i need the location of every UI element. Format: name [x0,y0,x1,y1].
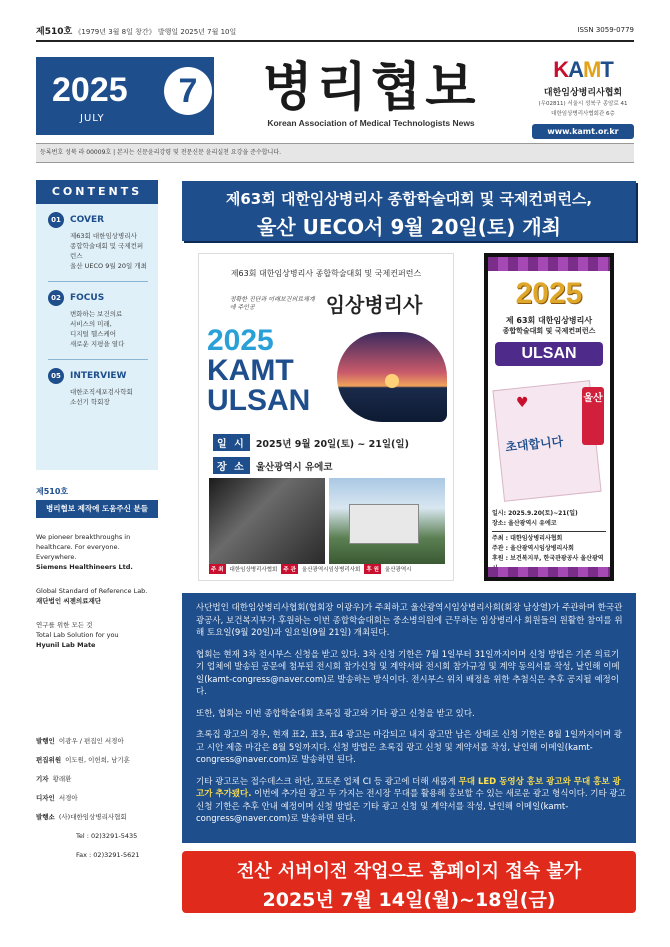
toc-item-interview[interactable] [48,368,148,407]
staff-value: 서경아 [58,794,78,802]
masthead [248,58,494,128]
article-text: 기타 광고로는 접수데스크 하단, 포토존 업체 CI 등 광고에 더해 새롭게 [196,776,459,787]
microscope-photo [209,478,325,564]
toc-item-focus[interactable] [48,290,148,349]
conference-poster [198,253,454,581]
heart-icon: ♥ [516,395,529,411]
registration-bar: 등록번호 성북 라 00009호 | 본지는 신문윤리강령 및 전문신문 윤리실천 요강을 준수합니다. [36,143,634,163]
article-paragraph [196,776,626,826]
invitation-title-2: 종합학술대회 및 국제컨퍼런스 [502,327,596,335]
invitation-inner [488,257,610,577]
notice-line-1: 전산 서버이전 작업으로 홈페이지 접속 불가 [236,861,582,882]
invitation-text: 초대합니다 [504,434,564,455]
place-tag: 장 소 [213,457,250,474]
headline-line-1: 제63회 대한임상병리사 종합학술대회 및 국제컨퍼런스, [225,190,593,208]
bottom-ribbon [488,567,610,577]
issue-line [36,22,634,38]
invitation-place: 장소: 울산광역시 유에코 [492,520,557,527]
sponsor-tag: 주 최 [209,564,226,574]
date-tag: 일 시 [213,434,250,451]
toc-line: 대한조직세포검사학회 [70,388,133,396]
poster-year: 2025 [207,324,274,357]
invitation-title-1: 제 63회 대한임상병리사 [505,316,593,325]
staff-row [36,736,158,746]
staff-credits [36,736,158,869]
building-shape [349,504,419,544]
sponsor-text: 울산광역시임상병리사회 [301,567,361,573]
staff-fax: Fax : 02)3291-5621 [76,851,140,859]
kamt-logo: KAMT [553,57,613,82]
invitation-ulsan: ULSAN [495,342,603,366]
place-value: 울산광역시 유에코 [255,461,333,473]
sponsor-text: 대한임상병리사협회 [229,567,278,573]
headline-line-2: 울산 UECO서 9월 20일(토) 개최 [256,215,562,239]
masthead-subtitle: Korean Association of Medical Technologists News [267,118,475,128]
toc-divider [48,281,148,282]
sponsor-line: We pioneer breakthroughs in [36,533,131,541]
sponsor-hyunil [36,620,158,650]
toc-number: 02 [48,290,64,306]
masthead-title: 병리협보 [262,58,480,118]
toc-line: 제63회 대한임상병리사 [70,232,137,240]
issn: ISSN 3059-0779 [577,26,634,34]
poster-sponsors [209,564,445,574]
toc-line: 서비스의 미래, [70,320,112,328]
contents-heading: CONTENTS [36,180,158,204]
issue-month: 7 [164,67,212,115]
contents-list [36,204,158,470]
poster-info [213,434,443,480]
toc-divider [48,359,148,360]
sponsor-siemens [36,532,158,572]
staff-row [36,812,158,822]
poster-place-line [213,457,443,474]
staff-label: 디자인 [36,794,55,802]
maintenance-notice [182,851,636,913]
staff-label: 발행인 [36,737,55,745]
date-value: 2025년 9월 20일(토) ~ 21일(일) [255,438,409,450]
ulsan-red-tag: 울산 [582,387,604,445]
issue-info [36,24,236,37]
sponsor-line: healthcare. For everyone. Everywhere. [36,543,120,561]
issue-meta: 《1979년 3월 8일 창간》 발행일 2025년 7월 10일 [74,27,237,36]
staff-value: 이광우 / 편집인 서경아 [58,737,124,745]
toc-item-cover[interactable] [48,212,148,271]
staff-tel: Tel : 02)3291-5435 [76,832,138,840]
sponsor-ribbon: 병리협보 제작에 도움주신 분들 [36,500,158,518]
sponsor-text: 울산광역시 [384,567,412,573]
staff-value: 이도원, 이헌희, 남기훈 [65,756,130,764]
sponsor-line: Total Lab Solution for you [36,631,119,639]
staff-row [36,774,158,784]
sidebar-issue: 제510호 [36,487,69,496]
toc-title: INTERVIEW [70,371,127,381]
sponsor-seegene [36,586,158,606]
staff-value: 황래환 [52,775,72,783]
publisher-block [532,57,634,139]
sponsor-name: Hyunil Lab Mate [36,641,96,649]
toc-number: 01 [48,212,64,228]
sponsor-line: 연구를 위한 모든 것 [36,621,93,629]
staff-label: 기자 [36,775,49,783]
toc-line: 종합학술대회 및 국제컨퍼런스 [70,242,144,260]
date-box [36,57,214,135]
issue-month-word: JULY [80,113,105,124]
sun-icon [385,374,399,388]
sponsor-tag: 후 원 [364,564,381,574]
publisher-name: 대한임상병리사협회 [543,88,623,98]
issue-year: 2025 [52,71,128,109]
staff-value: (사)대한임상병리사협회 [58,813,127,821]
invitation-organizer: 주관 : 울산광역시임상병리사회 [492,545,574,552]
toc-line: 디지털 헬스케어 [70,330,117,338]
poster-heading: 제63회 대한임상병리사 종합학술대회 및 국제컨퍼런스 [230,269,422,278]
invitation-date: 일시: 2025.9.20(토)~21(일) [492,510,578,517]
sponsor-name: 재단법인 씨젠의료재단 [36,597,102,605]
invitation-year: 2025 [515,277,583,310]
staff-row [36,755,158,765]
toc-title: COVER [70,215,105,225]
article-highlight: 무대 LED 동영상 홍보 광고와 무대 홍보 광고가 추가됐다. [196,776,621,799]
sponsor-line: Global Standard of Reference Lab. [36,587,148,595]
top-rule [36,40,634,42]
poster-kamt: KAMT [207,354,294,387]
article-paragraph: 초록집 광고의 경우, 현재 표2, 표3, 표4 광고는 마감되고 내지 광고만 남은 상태로 신청 기한은 8월 1일까지이며 광고 시안 제출 마감은 8월 5일까지다. 신청 방법은 초록집 광고 신청 및 계약서를 작성, 날인해 이메일(kamt-congress@naver.com)로 발송하면 된다. [196,730,622,765]
sponsor-tag: 주 관 [281,564,298,574]
notice-line-2: 2025년 7월 14일(월)~18일(금) [262,889,556,911]
toc-line: 새로운 지평을 열다 [70,340,125,348]
poster-slogan [199,289,453,318]
article-body [182,593,636,843]
staff-label: 편집위원 [36,756,62,764]
venue-photo [329,478,445,564]
toc-line: 변화하는 보건의료 [70,310,123,318]
poster-ulsan: ULSAN [207,384,311,417]
article-text: 이번에 추가된 광고 두 가지는 전시장 무대를 활용해 홍보할 수 있는 새로운 광고 형식이다. 기타 광고 신청 기한은 추후 안내 예정이며 신청 방법은 기타 광고 신청 및 계약서를 작성, 날인해 이메일(kamt-congress@naver.com)로 발송하면 된다. [196,789,626,824]
article-paragraph: 사단법인 대한임상병리사협회(협회장 이광우)가 주최하고 울산광역시임상병리사회(회장 남상열)가 주관하며 한국관광공사, 보건복지부가 후원하는 이번 종합학술대회는 중소병의원에 근무하는 임상병리사 회원들의 원활한 참여를 위해 토요일(9월 20일)과 일요일(9월 21일) 개최된다. [196,603,623,638]
invitation-divider [492,531,606,532]
toc-number: 05 [48,368,64,384]
toc-title: FOCUS [70,293,105,303]
top-ribbon [488,257,610,271]
invitation-host: 주최 : 대한임상병리사협회 [492,535,563,542]
poster-photos [209,478,445,564]
publisher-address-1: (우02811) 서울시 성북구 종암로 41 [538,101,628,107]
publisher-url-link[interactable]: www.kamt.or.kr [532,124,634,139]
invitation-poster [484,253,614,581]
toc-line: 울산 UECO 9월 20일 개최 [70,262,147,270]
poster-date-line [213,434,443,451]
invitation-support: 후원 : 보건복지부, 한국관광공사 울산광역 [492,555,604,562]
poster-slogan-small: 정확한 진단과 미래보건의료체계에 주인공 [229,295,315,311]
issue-number: 제510호 [36,26,73,37]
staff-row [36,793,158,803]
staff-label: 발행소 [36,813,55,821]
article-paragraph: 또한, 협회는 이번 종합학술대회 초록집 광고와 기타 광고 신청을 받고 있다. [196,708,475,719]
headline-banner [182,181,636,241]
sunset-image [337,332,447,422]
poster-slogan-big: 임상병리사 [325,293,423,317]
sponsor-name: Siemens Healthineers Ltd. [36,563,133,571]
publisher-address-2: 대한임상병리사협회관 6층 [551,111,615,117]
article-paragraph: 협회는 현재 3차 전시부스 신청을 받고 있다. 3차 신청 기한은 7월 1일부터 31일까지이며 신청 방법은 기존 의료기기 업체에 발송된 공문에 첨부된 전시회 참가신청 및 계약서와 전시회 참가규정 및 계약 동의서를 작성, 날인해 이메일(kamt-congress@naver.com)로 발송하는 방식이다. 전시부스 위치 배정을 위한 추첨식은 추후 공지될 예정이다. [196,649,620,697]
invitation-details [492,509,606,574]
sidebar [36,180,158,650]
toc-line: 소선기 학회장 [70,398,110,406]
